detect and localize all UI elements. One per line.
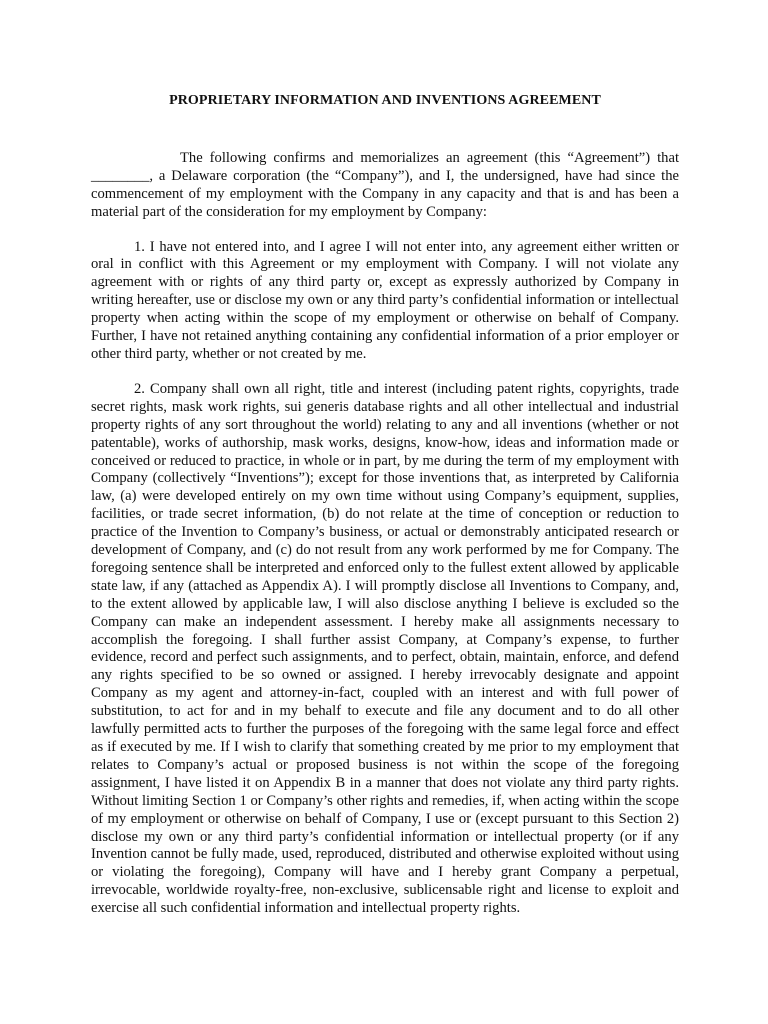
document-page	[91, 92, 679, 935]
intro-paragraph: The following confirms and memorializes an agreement (this “Agreement”) that ________, a Delaware corporation (the “Company”), and I, the undersigned, have had since the commencement of my employment with the Company in any capacity and that is and has been a material part of the consideration for my employment by Company:	[91, 149, 679, 220]
document-title: PROPRIETARY INFORMATION AND INVENTIONS AGREEMENT	[169, 93, 601, 108]
section-2-paragraph: 2. Company shall own all right, title and interest (including patent rights, copyrights, trade secret rights, mask work rights, sui generis database rights and all other intellectual and industrial property rights of any sort throughout the world) relating to any and all inventions (whether or not patentable), works of authorship, mask works, designs, know-how, ideas and information made or conceived or reduced to practice, in whole or in part, by me during the term of my employment with Company (collectively “Inventions”); except for those inventions that, as interpreted by California law, (a) were developed entirely on my own time without using Company’s equipment, supplies, facilities, or trade secret information, (b) do not relate at the time of conception or reduction to practice of the Invention to Company’s business, or actual or demonstrably anticipated research or development of Company, and (c) do not result from any work performed by me for Company. The foregoing sentence shall be interpreted and enforced only to the fullest extent allowed by applicable state law, if any (attached as Appendix A). I will promptly disclose all Inventions to Company, and, to the extent allowed by applicable law, I will also disclose anything I believe is excluded so the Company can make an independent assessment. I hereby make all assignments necessary to accomplish the foregoing. I shall further assist Company, at Company’s expense, to further evidence, record and perfect such assignments, and to perfect, obtain, maintain, enforce, and defend any rights specified to be so owned or assigned. I hereby irrevocably designate and appoint Company as my agent and attorney-in-fact, coupled with an interest and with full power of substitution, to act for and in my behalf to execute and file any document and to do all other lawfully permitted acts to further the purposes of the foregoing with the same legal force and effect as if executed by me. If I wish to clarify that something created by me prior to my employment that relates to Company’s actual or proposed business is not within the scope of the foregoing assignment, I have listed it on Appendix B in a manner that does not violate any third party rights. Without limiting Section 1 or Company’s other rights and remedies, if, when acting within the scope of my employment or otherwise on behalf of Company, I use or (except pursuant to this Section 2) disclose my own or any third party’s confidential information or intellectual property (or if any Invention cannot be fully made, used, reproduced, distributed and otherwise exploited without using or violating the foregoing), Company will have and I hereby grant Company a perpetual, irrevocable, worldwide royalty-free, non-exclusive, sublicensable right and license to exploit and exercise all such confidential information and intellectual property rights.	[91, 380, 679, 917]
section-1-paragraph: 1. I have not entered into, and I agree I will not enter into, any agreement either written or oral in conflict with this Agreement or my employment with Company. I will not violate any agreement with or rights of any third party or, except as expressly authorized by Company in writing hereafter, use or disclose my own or any third party’s confidential information or intellectual property when acting within the scope of my employment or otherwise on behalf of Company. Further, I have not retained anything containing any confidential information of a prior employer or other third party, whether or not created by me.	[91, 238, 679, 362]
